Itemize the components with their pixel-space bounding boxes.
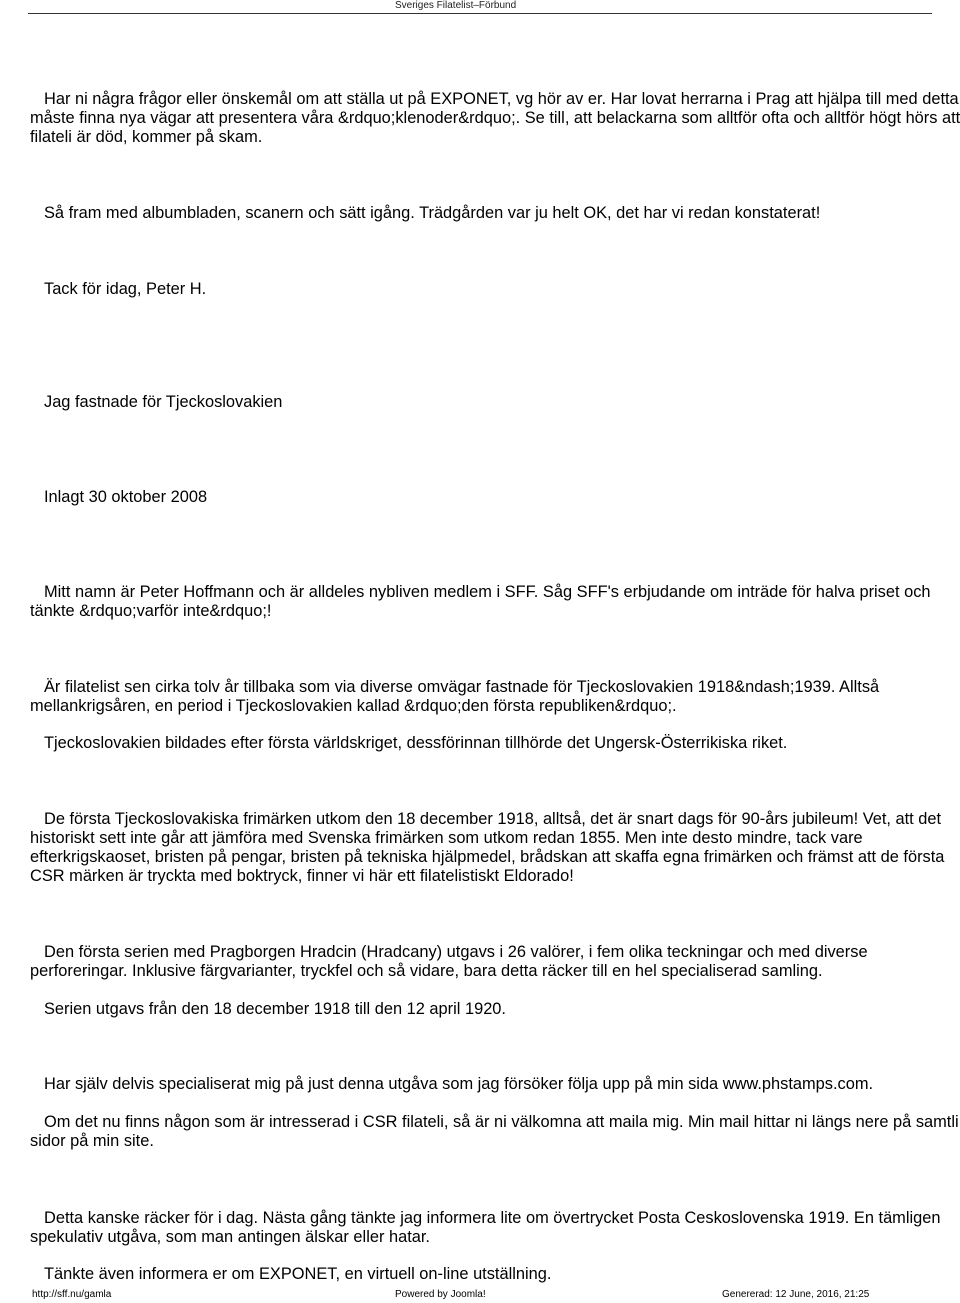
paragraph bbox=[30, 1075, 960, 1094]
paragraph-line: Tjeckoslovakien bildades efter första världskriget, dessförinnan tillhörde det Ungersk-Österrikiska riket. bbox=[44, 734, 788, 752]
footer-powered-by: Powered by Joomla! bbox=[395, 1289, 486, 1300]
article-title-text: Jag fastnade för Tjeckoslovakien bbox=[44, 393, 283, 411]
paragraph-line: spekulativ utgåva, som man antingen älskar eller hatar. bbox=[30, 1228, 430, 1246]
paragraph-line: Har själv delvis specialiserat mig på just denna utgåva som jag försöker följa upp på min sida www.phstamps.com. bbox=[44, 1075, 874, 1093]
sign-off bbox=[30, 280, 960, 299]
paragraph bbox=[30, 810, 960, 886]
paragraph bbox=[30, 1113, 960, 1151]
paragraph-line: mellankrigsåren, en period i Tjeckoslovakien kallad &rdquo;den första republiken&rdquo;. bbox=[30, 697, 677, 715]
paragraph-line: Den första serien med Pragborgen Hradcin (Hradcany) utgavs i 26 valörer, i fem olika teckningar och med diverse bbox=[44, 943, 868, 961]
paragraph bbox=[30, 734, 960, 753]
header-divider bbox=[28, 13, 932, 14]
site-title: Sveriges Filatelist–Förbund bbox=[395, 0, 517, 11]
paragraph-line: Har ni några frågor eller önskemål om att ställa ut på EXPONET, vg hör av er. Har lovat herrarna i Prag att hjälpa till med detta bbox=[44, 90, 959, 108]
paragraph-line: Om det nu finns någon som är intresserad i CSR filateli, så är ni välkomna att maila mig. Min mail hittar ni längs nere på samtli bbox=[44, 1113, 959, 1131]
paragraph bbox=[30, 1000, 960, 1019]
paragraph-line: Mitt namn är Peter Hoffmann och är alldeles nybliven medlem i SFF. Såg SFF's erbjudande om inträde för halva priset och bbox=[44, 583, 931, 601]
paragraph-line: måste finna nya vägar att presentera våra &rdquo;klenoder&rdquo;. Se till, att belackarna som alltför ofta och alltför högt hörs att bbox=[30, 109, 960, 127]
paragraph-line: Detta kanske räcker för i dag. Nästa gång tänkte jag informera lite om övertrycket Posta Ceskoslovenska 1919. En tämligen bbox=[44, 1209, 941, 1227]
paragraph-line: historiskt sett inte går att jämföra med Svenska frimärken som utkom redan 1855. Men inte desto mindre, tack vare bbox=[30, 829, 863, 847]
paragraph-line: efterkrigskaoset, bristen på pengar, bristen på tekniska hjälpmedel, brådskan att skaffa egna frimärken och främst att de första bbox=[30, 848, 945, 866]
paragraph bbox=[30, 943, 960, 981]
paragraph bbox=[30, 1265, 960, 1284]
paragraph-line: perforeringar. Inklusive färgvarianter, tryckfel och så vidare, bara detta räcker till en hel specialiserad samling. bbox=[30, 962, 823, 980]
paragraph-line: Serien utgavs från den 18 december 1918 till den 12 april 1920. bbox=[44, 1000, 506, 1018]
paragraph-line: CSR märken är tryckta med boktryck, finner vi här ett filatelistiskt Eldorado! bbox=[30, 867, 574, 885]
paragraph bbox=[30, 204, 960, 223]
paragraph-line: filateli är död, kommer på skam. bbox=[30, 128, 263, 146]
article-title bbox=[30, 393, 960, 412]
paragraph-line: Tänkte även informera er om EXPONET, en virtuell on-line utställning. bbox=[44, 1265, 552, 1283]
paragraph-line: Är filatelist sen cirka tolv år tillbaka som via diverse omvägar fastnade för Tjeckoslovakien 1918&ndash;1939. Alltså bbox=[44, 678, 880, 696]
paragraph-line: De första Tjeckoslovakiska frimärken utkom den 18 december 1918, alltså, det är snart dags för 90-års jubileum! Vet, att det bbox=[44, 810, 942, 828]
paragraph bbox=[30, 583, 960, 621]
paragraph bbox=[30, 678, 960, 716]
footer-generated-date: Genererad: 12 June, 2016, 21:25 bbox=[722, 1289, 870, 1300]
footer-url: http://sff.nu/gamla bbox=[32, 1289, 112, 1300]
paragraph bbox=[30, 1209, 960, 1247]
sign-off-line: Tack för idag, Peter H. bbox=[44, 280, 207, 298]
paragraph bbox=[30, 90, 960, 147]
article-posted-date-text: Inlagt 30 oktober 2008 bbox=[44, 488, 208, 506]
paragraph-line: Så fram med albumbladen, scanern och sätt igång. Trädgården var ju helt OK, det har vi redan konstaterat! bbox=[44, 204, 821, 222]
article-posted-date bbox=[30, 488, 960, 507]
paragraph-line: tänkte &rdquo;varför inte&rdquo;! bbox=[30, 602, 272, 620]
paragraph-line: sidor på min site. bbox=[30, 1132, 154, 1150]
